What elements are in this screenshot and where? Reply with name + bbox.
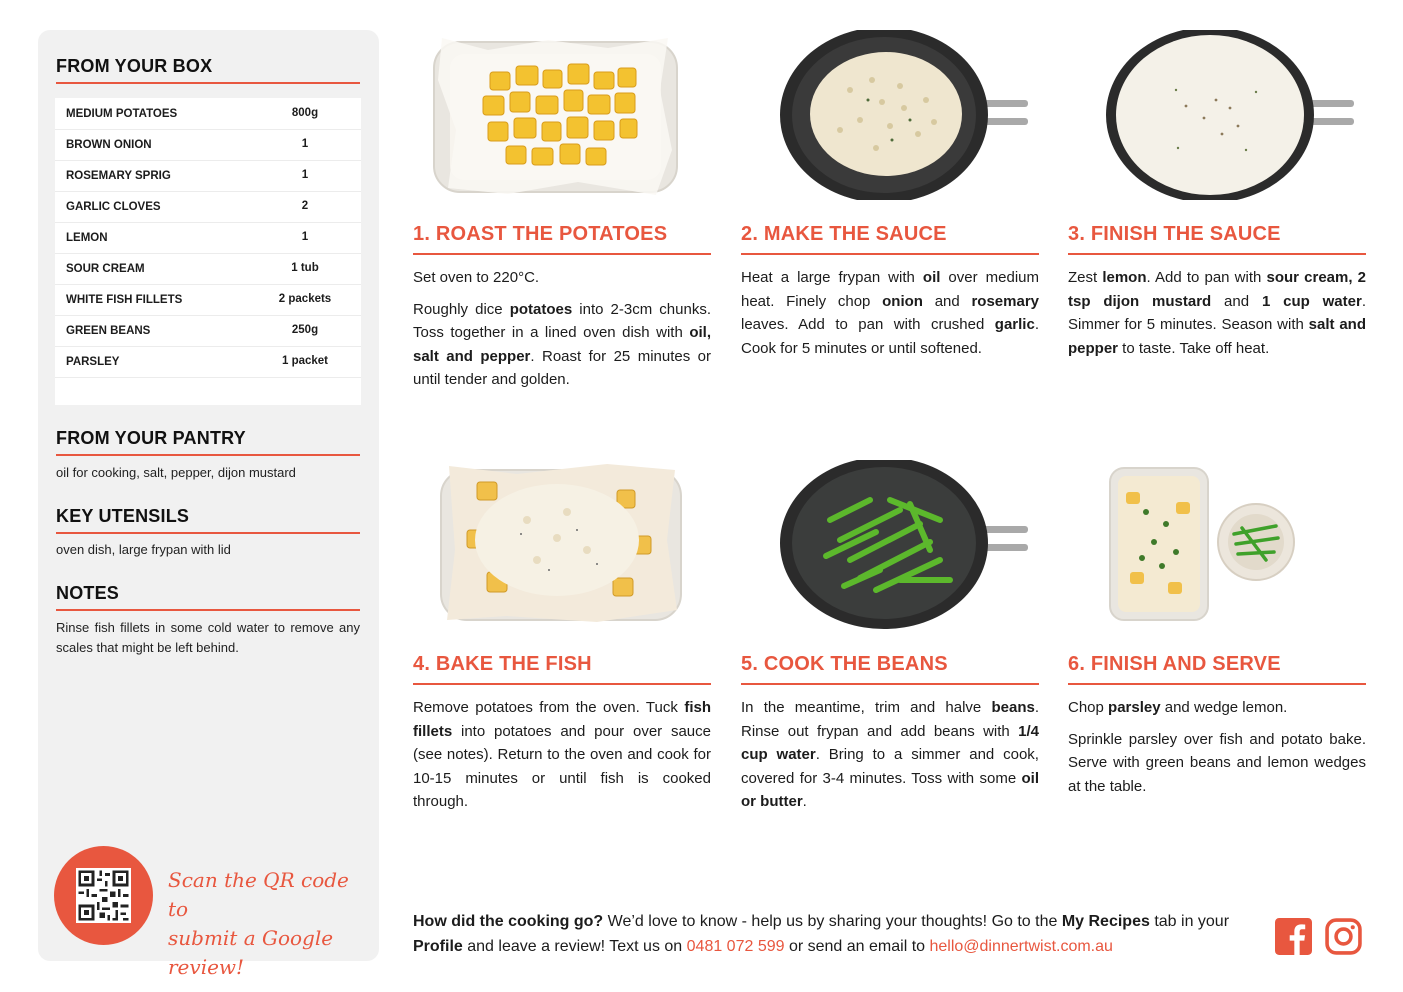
step-2-title: 2. MAKE THE SAUCE [741,223,947,245]
bold-text: rosemary [971,292,1039,310]
ingredient-qty: 1 [301,169,309,181]
ingredient-name: GREEN BEANS [66,325,151,337]
notes-title: NOTES [56,583,120,603]
text-run: Zest [1068,269,1103,286]
step-paragraph [413,696,711,814]
qr-badge[interactable] [54,846,153,945]
step-2-body [741,266,1039,368]
text-run: In the meantime, trim and halve [741,699,992,716]
instagram-icon[interactable] [1325,918,1362,955]
onion-frypan-photo [780,30,1030,200]
divider [741,253,1039,255]
step-1-body [413,266,711,400]
table-row [55,222,361,254]
step-3-title: 3. FINISH THE SAUCE [1068,223,1281,245]
ingredient-qty: 1 [301,231,309,243]
text-run: Sprinkle parsley over fish and potato bake. Serve with green beans and lemon wedges at the table. [1068,730,1366,795]
fish-bake-photo [437,460,685,628]
divider [56,82,360,84]
divider [413,253,711,255]
qr-code-icon[interactable] [76,868,131,923]
divider [1068,683,1366,685]
key-utensils-title: KEY UTENSILS [56,506,190,526]
bold-text: potatoes [509,300,573,318]
green-beans-frypan-photo [780,460,1030,630]
notes-text: Rinse fish fillets in some cold water to remove any scales that might be left behind. [56,620,360,655]
step-1-title: 1. ROAST THE POTATOES [413,223,668,245]
sidebar [38,30,379,979]
qr-caption [168,866,368,982]
contact-link[interactable]: hello@dinnertwist.com.au [929,938,1113,955]
text-run: and [922,292,972,310]
bold-text: Profile [413,938,463,955]
text-run: Remove potatoes from the oven. Tuck [413,699,685,716]
qr-caption-line: submit a Google review! [168,926,334,979]
text-run: into potatoes and pour over sauce (see notes). Return to the oven and cook for 10-15 minutes or until fish is cooked through. [413,722,711,810]
ingredient-name: SOUR CREAM [66,263,145,275]
utensils-text: oven dish, large frypan with lid [56,542,231,557]
ingredient-qty: 1 tub [291,262,319,274]
plated-bake-with-beans-photo [1106,462,1298,626]
ingredient-qty: 800g [291,107,319,119]
step-paragraph [1068,728,1366,799]
step-6-body [1068,696,1366,806]
step-paragraph [1068,696,1366,720]
pantry-text: oil for cooking, salt, pepper, dijon mustard [56,465,296,480]
table-row [55,253,361,285]
ingredient-qty: 1 [301,138,309,150]
bold-text: parsley [1108,699,1161,716]
step-paragraph [741,696,1039,814]
text-run: Roughly dice [413,300,510,318]
text-run: and wedge lemon. [1160,699,1288,716]
text-run: Chop [1068,699,1109,716]
bold-text: fish fillets [413,699,711,740]
from-your-box-title: FROM YOUR BOX [56,56,213,76]
text-run: . Add to pan with [1146,269,1267,286]
ingredient-qty: 250g [291,324,319,336]
text-run: . Bring to a simmer and cook, covered for 3-4 minutes. Toss with some [741,746,1039,787]
text-run: and [1211,292,1262,310]
ingredient-qty: 1 packet [281,355,329,367]
ingredient-name: MEDIUM POTATOES [66,108,178,120]
bold-text: How did the cooking go? [413,913,604,930]
ingredient-name: WHITE FISH FILLETS [66,294,183,306]
text-run: . Rinse out frypan and add beans with [741,699,1039,740]
text-run: Heat a large frypan with [741,269,923,286]
feedback-footer [413,909,1263,959]
text-run: leaves. Add to pan with crushed [741,316,995,333]
step-paragraph [1068,266,1366,360]
text-run: or send an email to [784,938,930,955]
ingredient-qty: 2 packets [278,293,332,305]
ingredient-name: GARLIC CLOVES [66,201,161,213]
ingredient-name: ROSEMARY SPRIG [66,170,171,182]
text-run: . [802,793,807,810]
from-your-pantry-title: FROM YOUR PANTRY [56,428,246,448]
bold-text: salt and pepper [1068,316,1366,357]
step-paragraph [413,266,711,290]
ingredient-name: LEMON [66,232,108,244]
divider [56,454,360,456]
contact-link[interactable]: 0481 072 599 [686,938,785,955]
ingredient-qty: 2 [301,200,309,212]
text-run: over medium heat. Finely chop [741,269,1039,310]
facebook-icon[interactable] [1275,918,1312,955]
divider [56,609,360,611]
table-row [55,191,361,223]
ingredients-table [55,98,361,405]
text-run: . Cook for 5 minutes or until softened. [741,316,1039,357]
bold-text: 1 cup water [1261,292,1362,310]
bold-text: oil [922,269,941,286]
ingredient-name: BROWN ONION [66,139,152,151]
table-row [55,284,361,316]
bold-text: beans [991,699,1035,716]
bold-text: onion [882,292,923,310]
divider [56,532,360,534]
cream-sauce-photo [1106,30,1356,200]
step-6-title: 6. FINISH AND SERVE [1068,653,1281,675]
table-row [55,315,361,347]
step-4-body [413,696,711,822]
divider [1068,253,1366,255]
bold-text: garlic [994,316,1035,333]
step-paragraph [413,298,711,392]
text-run: to taste. Take off heat. [1118,339,1270,357]
bold-text: 1/4 cup water [741,722,1039,763]
bold-text: My Recipes [1061,913,1150,930]
bold-text: oil or butter [741,769,1039,810]
table-row [55,129,361,161]
step-5-body [741,696,1039,822]
divider [741,683,1039,685]
text-run: . Roast for 25 minutes or until tender and golden. [413,347,711,388]
text-run: . Simmer for 5 minutes. Season with [1068,292,1366,333]
text-run: tab in your [1149,913,1230,930]
bold-text: lemon [1102,269,1147,286]
bold-text: oil, salt and pepper [413,324,711,365]
roast-potatoes-photo [428,30,683,200]
divider [413,683,711,685]
text-run: and leave a review! Text us on [462,938,687,955]
text-run: into 2-3cm chunks. Toss together in a lined oven dish with [413,300,711,341]
ingredient-name: PARSLEY [66,356,120,368]
qr-caption-line: Scan the QR code to [168,868,349,921]
step-3-body [1068,266,1366,368]
text-run: Set oven to 220°C. [413,269,540,286]
step-paragraph [741,266,1039,360]
table-row [55,98,361,130]
table-row [55,346,361,378]
step-4-title: 4. BAKE THE FISH [413,653,592,675]
table-row [55,160,361,192]
step-5-title: 5. COOK THE BEANS [741,653,948,675]
bold-text: sour cream, 2 tsp dijon mustard [1068,269,1367,310]
text-run: We’d love to know - help us by sharing your thoughts! Go to the [603,913,1062,930]
